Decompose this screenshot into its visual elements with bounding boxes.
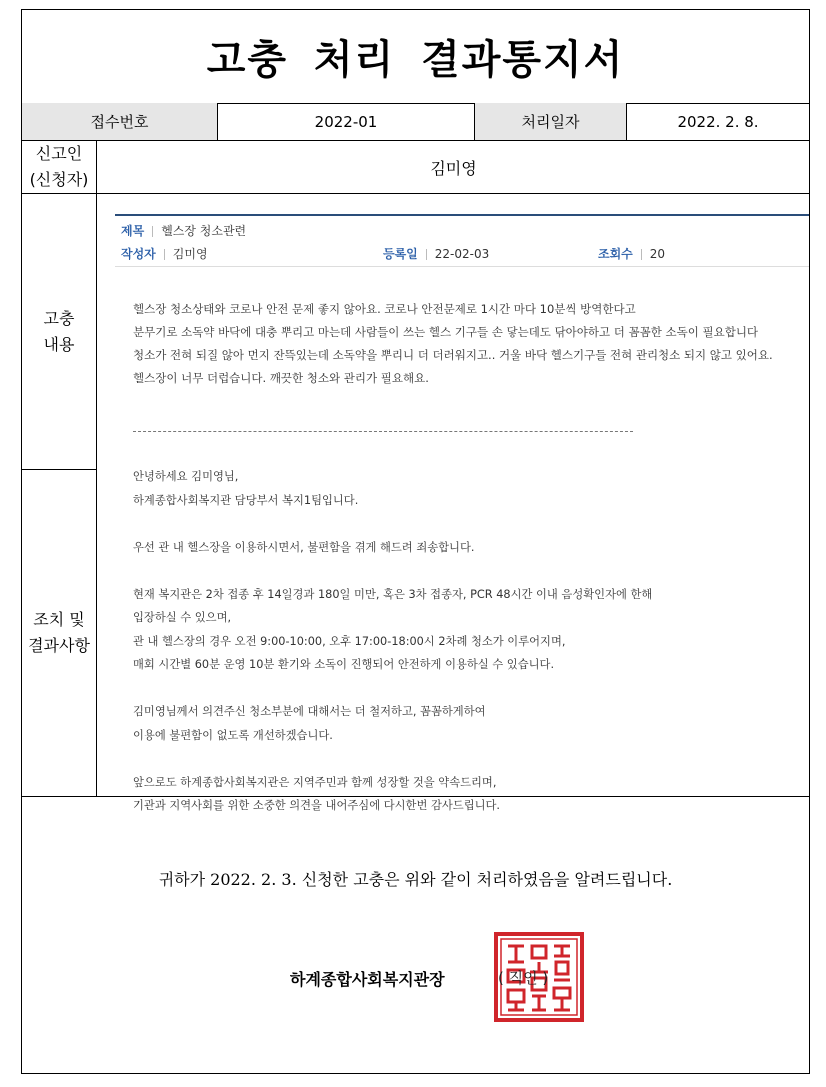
reporter-label: [22, 141, 97, 193]
content-area: [98, 194, 809, 812]
organization-name: 하계종합사회복지관장: [290, 970, 445, 989]
receipt-number-label: 접수번호: [22, 103, 218, 140]
reporter-label-line2: (신청자): [29, 170, 89, 189]
post-subject: [121, 222, 246, 239]
post-views: [598, 245, 665, 262]
reply-line: 하계종합사회복지관 담당부서 복지1팀입니다.: [133, 493, 359, 507]
reply-line: 입장하실 수 있으며,: [133, 611, 232, 624]
author-value: 김미영: [172, 247, 208, 261]
subject-label: 제목: [121, 224, 145, 238]
receipt-number-value: 2022-01: [218, 103, 475, 140]
reply-line: 우선 관 내 헬스장을 이용하시면서, 불편함을 겪게 해드려 죄송합니다.: [133, 540, 475, 554]
info-row: [22, 103, 809, 141]
post-author: [121, 245, 208, 262]
post-meta-rule: [115, 266, 809, 267]
date-label: 등록일: [383, 247, 418, 261]
process-date-label: 처리일자: [475, 103, 627, 140]
views-value: 20: [649, 247, 666, 261]
post-date: [383, 245, 489, 262]
date-value: 22-02-03: [434, 247, 490, 261]
signature-stamp: ( 직인 ): [498, 969, 549, 987]
process-date-value: 2022. 2. 8.: [677, 112, 759, 131]
footer: [22, 797, 809, 1073]
reply-line: 현재 복지관은 2차 접종 후 14일경과 180일 미만, 혹은 3차 접종자, PCR 48시간 이내 음성확인자에 한해: [133, 587, 653, 601]
complaint-line: 분무기로 소독약 바닥에 대충 뿌리고 마는데 사람들이 쓰는 헬스 기구들 손 닿는데도 닦아야하고 더 꼼꼼한 소독이 필요합니다: [133, 325, 759, 339]
reply-body: [133, 465, 652, 818]
views-label: 조회수: [598, 247, 633, 261]
action-label: [22, 470, 97, 796]
document-frame: [21, 9, 810, 1074]
title-row: [22, 10, 809, 104]
notice-text: 귀하가 2022. 2. 3. 신청한 고충은 위와 같이 처리하였음을 알려드립니다.: [158, 870, 673, 889]
reply-line: 매회 시간별 60분 운영 10분 환기와 소독이 진행되어 안전하게 이용하실 수 있습니다.: [133, 658, 555, 671]
complaint-line: 헬스장이 너무 더럽습니다. 깨끗한 청소와 관리가 필요해요.: [133, 371, 429, 385]
complaint-line: 헬스장 청소상태와 코로나 안전 문제 좋지 않아요. 코로나 안전문제로 1시간 마다 10분씩 방역한다고: [133, 302, 636, 316]
reply-line: 안녕하세요 김미영님,: [133, 470, 239, 483]
reply-line: 앞으로도 하계종합사회복지관은 지역주민과 함께 성장할 것을 약속드리며,: [133, 775, 497, 789]
dashed-divider: [133, 431, 633, 432]
reply-line: 이용에 불편함이 없도록 개선하겠습니다.: [133, 728, 333, 742]
complaint-label-line2: 내용: [43, 334, 75, 354]
complaint-label: [22, 194, 97, 470]
complaint-line: 청소가 전혀 되질 않아 먼지 잔뜩있는데 소독약을 뿌리니 더 더러워지고.. 거울 바닥 헬스기구들 전혀 관리청소 되지 않고 있어요.: [133, 348, 773, 362]
action-label-line1: 조치 및: [33, 610, 85, 629]
author-label: 작성자: [121, 247, 156, 261]
reply-line: 기관과 지역사회를 위한 소중한 의견을 내어주심에 다시한번 감사드립니다.: [133, 799, 501, 812]
subject-value: 헬스장 청소관련: [161, 224, 247, 238]
complaint-label-line1: 고충: [43, 308, 75, 328]
reporter-row: [22, 141, 809, 194]
reply-line: 김미영님께서 의견주신 청소부분에 대해서는 더 철저하고, 꼼꼼하게하여: [133, 705, 486, 718]
reporter-label-line1: 신고인: [35, 144, 83, 163]
reporter-name: 김미영: [430, 158, 477, 178]
content-row: [22, 194, 809, 812]
document-title: 고충 처리 결과통지서: [206, 37, 625, 83]
action-label-line2: 결과사항: [28, 636, 90, 655]
post-header-rule: [115, 214, 809, 216]
reply-line: 관 내 헬스장의 경우 오전 9:00-10:00, 오후 17:00-18:00시 2차례 청소가 이루어지며,: [133, 634, 566, 648]
complaint-body: [133, 298, 773, 390]
